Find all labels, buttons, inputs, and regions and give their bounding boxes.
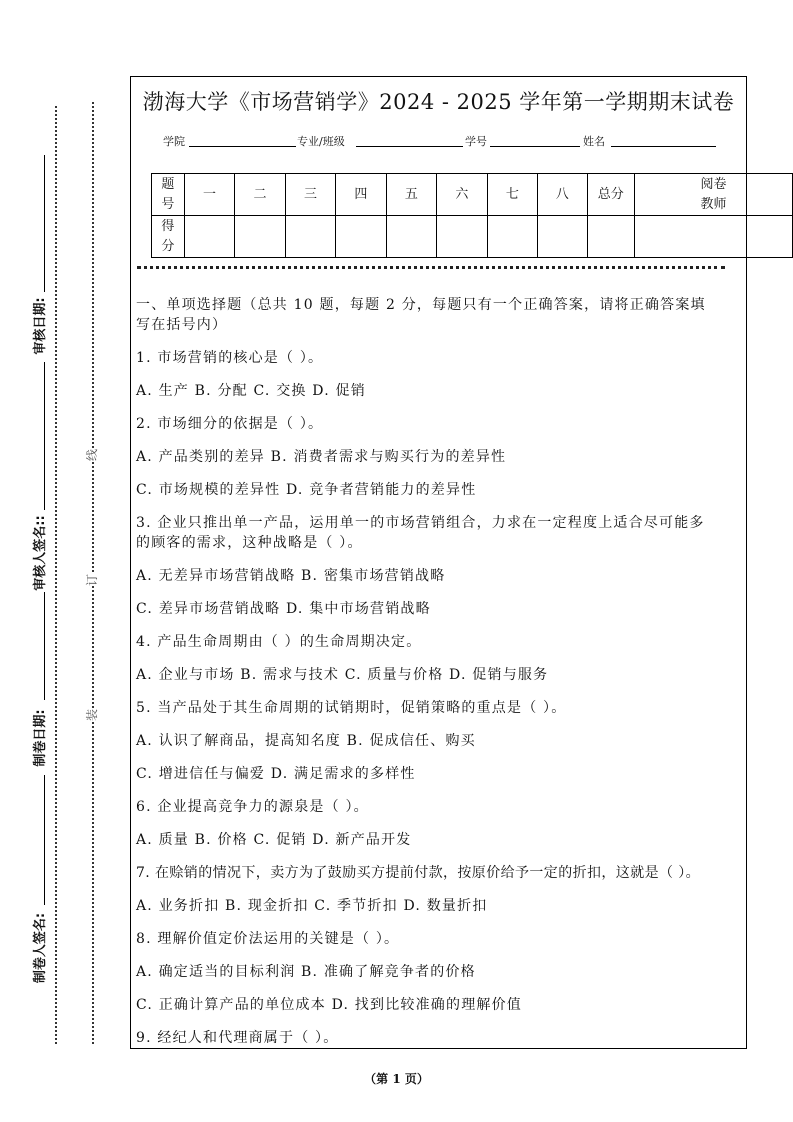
question-text: 3. 企业只推出单一产品，运用单一的市场营销组合，力求在一定程度上适合尽可能多: [136, 515, 705, 531]
page-number: （第 1 页）: [364, 1072, 429, 1086]
bind-char-xian: 线: [85, 448, 100, 462]
score-cell[interactable]: [437, 216, 487, 258]
score-cell[interactable]: [487, 216, 537, 258]
answer-options: A. 生产 B. 分配 C. 交换 D. 促销: [136, 383, 366, 399]
question-text: 8. 理解价值定价法运用的关键是（ ）。: [136, 931, 400, 947]
header-cell: 二: [235, 174, 285, 216]
maker-sign-label: 制卷人签名:: [33, 912, 48, 984]
question-text: 的顾客的需求，这种战略是（ ）。: [136, 535, 363, 551]
section-heading: 写在括号内）: [136, 317, 228, 333]
question-text: 1. 市场营销的核心是（ ）。: [136, 350, 324, 366]
score-cell[interactable]: [386, 216, 436, 258]
name-field[interactable]: [611, 146, 716, 147]
score-cell[interactable]: [336, 216, 386, 258]
college-label: 学院: [163, 135, 185, 148]
question-text: 6. 企业提高竞争力的源泉是（ ）。: [136, 799, 369, 815]
answer-options: A. 产品类别的差异 B. 消费者需求与购买行为的差异性: [136, 449, 507, 465]
score-table-header-row: [152, 174, 793, 216]
header-cell: 四: [336, 174, 386, 216]
answer-options: A. 质量 B. 价格 C. 促销 D. 新产品开发: [136, 832, 412, 848]
make-date-line: [44, 592, 45, 700]
answer-options: C. 增进信任与偏爱 D. 满足需求的多样性: [136, 766, 416, 782]
header-cell: 七: [487, 174, 537, 216]
review-date-line: [44, 155, 45, 292]
dotted-separator: [137, 266, 725, 269]
answer-options: C. 市场规模的差异性 D. 竞争者营销能力的差异性: [136, 482, 477, 498]
student-id-field[interactable]: [490, 146, 580, 147]
section-heading: 一、单项选择题（总共 10 题，每题 2 分，每题只有一个正确答案，请将正确答案填: [136, 297, 706, 313]
score-table: [151, 173, 793, 258]
question-text: 5. 当产品处于其生命周期的试销期时，促销策略的重点是（ ）。: [136, 700, 567, 716]
bind-char-zhuang: 装: [85, 708, 100, 722]
header-cell: 六: [437, 174, 487, 216]
header-cell: 总分: [587, 174, 635, 216]
score-cell[interactable]: [285, 216, 335, 258]
reviewer-sign-label: 审核人签名::: [33, 515, 48, 591]
score-cell[interactable]: [235, 216, 285, 258]
header-cell: 八: [538, 174, 587, 216]
answer-options: A. 无差异市场营销战略 B. 密集市场营销战略: [136, 568, 446, 584]
bind-char-ding: 订: [85, 573, 100, 587]
answer-options: C. 差异市场营销战略 D. 集中市场营销战略: [136, 601, 431, 617]
score-cell[interactable]: [184, 216, 234, 258]
name-label: 姓名: [583, 135, 605, 148]
major-label: 专业/班级: [297, 135, 345, 148]
major-field[interactable]: [356, 146, 463, 147]
answer-options: A. 认识了解商品，提高知名度 B. 促成信任、购买: [136, 733, 476, 749]
answer-options: A. 企业与市场 B. 需求与技术 C. 质量与价格 D. 促销与服务: [136, 667, 549, 683]
question-text: 7. 在赊销的情况下，卖方为了鼓励买方提前付款，按原价给予一定的折扣，这就是（ ）。: [136, 865, 701, 881]
question-text: 2. 市场细分的依据是（ ）。: [136, 416, 324, 432]
exam-title: 渤海大学《市场营销学》2024 - 2025 学年第一学期期末试卷: [142, 90, 735, 114]
score-table-score-row: [152, 216, 793, 258]
college-field[interactable]: [189, 146, 296, 147]
dotted-line-inner: [55, 106, 57, 1044]
answer-options: C. 正确计算产品的单位成本 D. 找到比较准确的理解价值: [136, 997, 522, 1013]
maker-sign-line: [44, 775, 45, 905]
header-cell: 阅卷 教师: [635, 174, 793, 216]
review-date-label: 审核日期:: [33, 297, 48, 355]
answer-options: A. 确定适当的目标利润 B. 准确了解竞争者的价格: [136, 964, 476, 980]
header-cell: 五: [386, 174, 436, 216]
student-id-label: 学号: [465, 135, 487, 148]
reviewer-sign-line: [44, 362, 45, 510]
score-cell[interactable]: [635, 216, 793, 258]
score-cell[interactable]: [538, 216, 587, 258]
header-cell: 题 号: [152, 174, 185, 216]
question-text: 9. 经纪人和代理商属于（ ）。: [136, 1030, 339, 1046]
header-cell: 三: [285, 174, 335, 216]
make-date-label: 制卷日期:: [33, 709, 48, 767]
score-cell[interactable]: [587, 216, 635, 258]
answer-options: A. 业务折扣 B. 现金折扣 C. 季节折扣 D. 数量折扣: [136, 898, 488, 914]
score-row-label: 得 分: [152, 216, 185, 258]
header-cell: 一: [184, 174, 234, 216]
question-text: 4. 产品生命周期由（ ）的生命周期决定。: [136, 634, 422, 650]
